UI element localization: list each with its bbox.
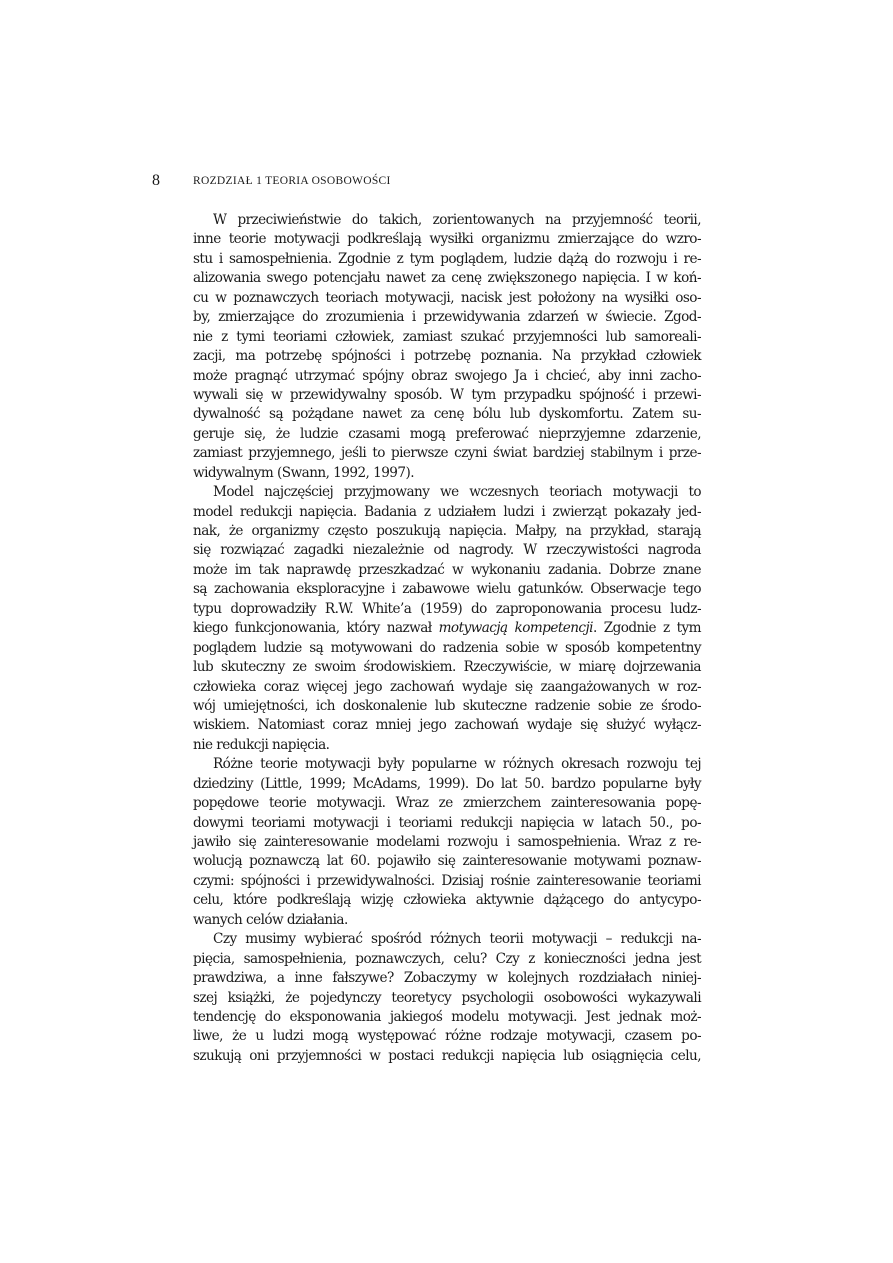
text-line: widywalnym (Swann, 1992, 1997). <box>193 464 415 481</box>
text-line: dowymi teoriami motywacji i teoriami redukcji napięcia w latach 50., po- <box>193 814 701 831</box>
text-line: kiego funkcjonowania, który nazwał motywacją kompetencji. Zgodnie z tym <box>193 620 701 637</box>
text-line: czymi: spójności i przewidywalności. Dzisiaj rośnie zainteresowanie teoriami <box>193 872 701 889</box>
text-line: dziedziny (Little, 1999; McAdams, 1999). Do lat 50. bardzo popularne były <box>193 775 701 792</box>
chapter-title: ROZDZIAŁ 1 TEORIA OSOBOWOŚCI <box>193 175 391 187</box>
text-line: nak, że organizmy często poszukują napięcia. Małpy, na przykład, starają <box>193 523 701 539</box>
text-line: W przeciwieństwie do takich, zorientowanych na przyjemność teorii, <box>213 212 701 228</box>
text-line: się rozwiązać zagadki niezależnie od nagrody. W rzeczywistości nagroda <box>193 542 701 559</box>
text-line: może im tak naprawdę przeszkadzać w wykonaniu zadania. Dobrze znane <box>193 561 701 578</box>
text-line: lub skuteczny ze swoim środowiskiem. Rzeczywiście, w miarę dojrzewania <box>193 659 701 676</box>
text-line: Model najczęściej przyjmowany we wczesnych teoriach motywacji to <box>213 484 701 501</box>
text-line: poglądem ludzie są motywowani do radzenia sobie w sposób kompetentny <box>193 639 701 656</box>
text-line: Czy musimy wybierać spośród różnych teorii motywacji – redukcji na- <box>213 931 701 948</box>
text-line: wiskiem. Natomiast coraz mniej jego zachowań wydaje się służyć wyłącz- <box>193 717 701 734</box>
text-line: celu, które podkreślają wizję człowieka aktywnie dążącego do antycypo- <box>193 892 701 909</box>
text-line: nie redukcji napięcia. <box>193 736 330 753</box>
text-line: człowieka coraz więcej jego zachowań wydaje się zaangażowanych w roz- <box>193 678 701 695</box>
page-number: 8 <box>152 172 160 189</box>
text-line: geruje się, że ludzie czasami mogą preferować nieprzyjemne zdarzenie, <box>193 425 701 442</box>
text-line: stu i samospełnienia. Zgodnie z tym poglądem, ludzie dążą do rozwoju i re- <box>193 250 701 267</box>
paragraph-2 <box>193 483 701 755</box>
text-line: by, zmierzające do zrozumienia i przewidywania zdarzeń w świecie. Zgod- <box>193 309 701 326</box>
text-line: prawdziwa, a inne fałszywe? Zobaczymy w kolejnych rozdziałach niniej- <box>193 970 701 987</box>
text-line: tendencję do eksponowania jakiegoś modelu motywacji. Jest jednak moż- <box>193 1008 701 1025</box>
text-line: popędowe teorie motywacji. Wraz ze zmierzchem zainteresowania popę- <box>193 795 701 812</box>
text-line: zacji, ma potrzebę spójności i potrzebę poznania. Na przykład człowiek <box>193 348 701 365</box>
text-line: nie z tymi teoriami człowiek, zamiast szukać przyjemności lub samoreali- <box>193 328 701 345</box>
paragraph-4 <box>193 930 701 1066</box>
text-line: wanych celów działania. <box>193 911 348 928</box>
text-line: typu doprowadziły R.W. White’a (1959) do zaproponowania procesu ludz- <box>193 600 701 617</box>
text-line: Różne teorie motywacji były popularne w różnych okresach rozwoju tej <box>213 756 701 773</box>
text-line: wywali się w przewidywalny sposób. W tym przypadku spójność i przewi- <box>193 386 701 403</box>
text-line: szej książki, że pojedynczy teoretycy psychologii osobowości wykazywali <box>193 989 701 1006</box>
text-line: zamiast przyjemnego, jeśli to pierwsze czyni świat bardziej stabilnym i prze- <box>193 445 701 462</box>
text-line: inne teorie motywacji podkreślają wysiłki organizmu zmierzające do wzro- <box>193 231 701 248</box>
text-line: pięcia, samospełnienia, poznawczych, celu? Czy z konieczności jedna jest <box>193 950 701 967</box>
text-line: liwe, że u ludzi mogą występować różne rodzaje motywacji, czasem po- <box>193 1028 701 1045</box>
text-line: wój umiejętności, ich doskonalenie lub skuteczne radzenie sobie ze środo- <box>193 697 701 714</box>
paragraph-1 <box>193 211 701 483</box>
italic-term: motywacją kompetencji <box>438 620 593 637</box>
text-line: cu w poznawczych teoriach motywacji, nacisk jest położony na wysiłki oso- <box>193 289 701 306</box>
paragraph-3 <box>193 755 701 930</box>
text-line: jawiło się zainteresowanie modelami rozwoju i samospełnienia. Wraz z re- <box>193 834 701 850</box>
text-line: szukują oni przyjemności w postaci redukcji napięcia lub osiągnięcia celu, <box>193 1047 701 1064</box>
text-line: alizowania swego potencjału nawet za cenę zwiększonego napięcia. I w koń- <box>193 270 701 287</box>
text-line: są zachowania eksploracyjne i zabawowe wielu gatunków. Obserwacje tego <box>193 581 701 598</box>
text-line: wolucją poznawczą lat 60. pojawiło się zainteresowanie motywami poznaw- <box>193 853 701 870</box>
running-head <box>152 171 712 191</box>
text-line: model redukcji napięcia. Badania z udziałem ludzi i zwierząt pokazały jed- <box>193 503 701 520</box>
text-line: dywalność są pożądane nawet za cenę bólu lub dyskomfortu. Zatem su- <box>193 406 701 423</box>
body-text <box>193 211 701 1066</box>
text-line: może pragnąć utrzymać spójny obraz swojego Ja i chcieć, aby inni zacho- <box>193 367 701 384</box>
